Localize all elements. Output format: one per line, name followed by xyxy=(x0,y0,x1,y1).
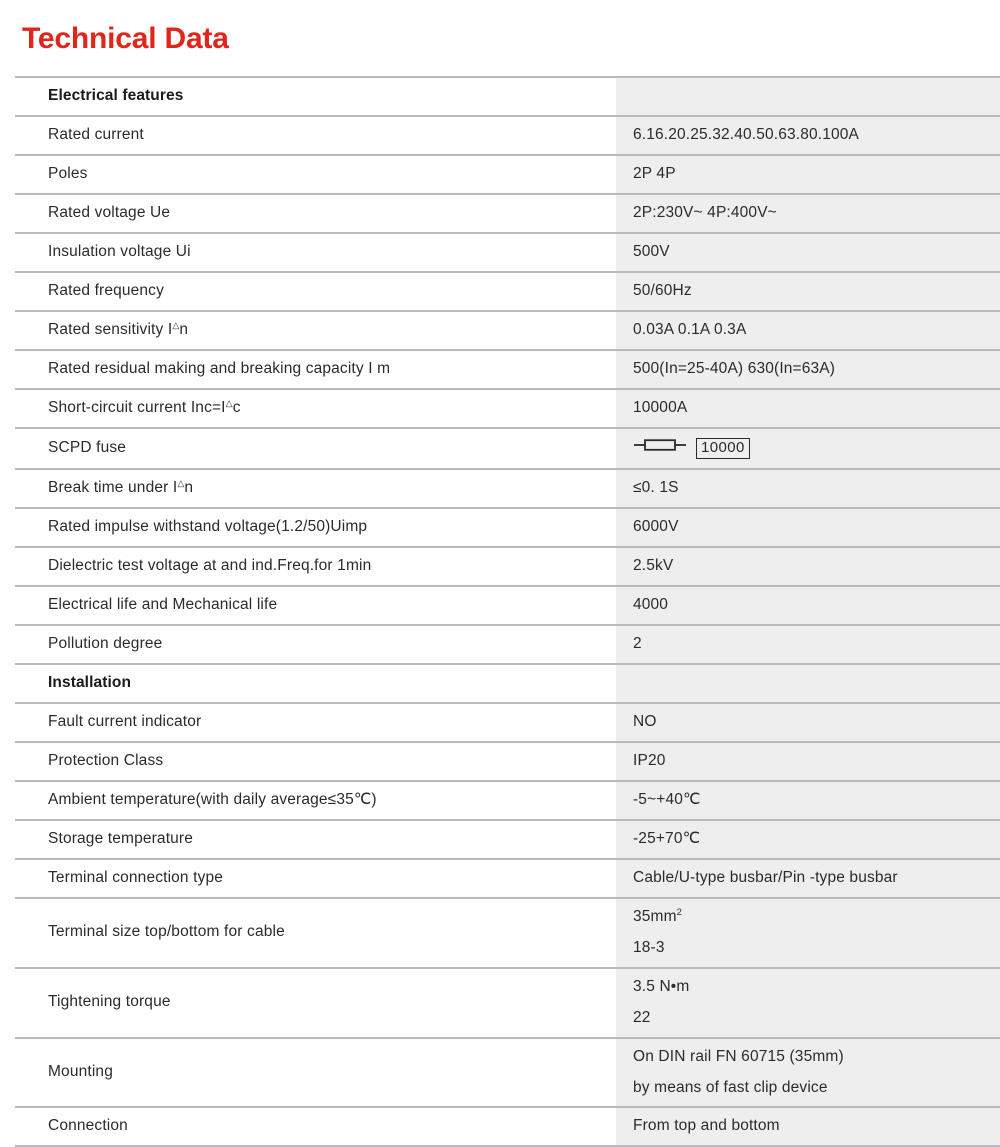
row-label: Pollution degree xyxy=(15,625,616,664)
row-label: Connection xyxy=(15,1107,616,1146)
row-label-suffix: n xyxy=(179,321,189,339)
table-row-terminal-size xyxy=(15,898,1000,968)
table-row-rated-voltage-ue xyxy=(15,194,1000,233)
row-value xyxy=(616,898,1000,968)
row-label-text: Short-circuit current Inc=I xyxy=(48,399,226,417)
row-value: 2 xyxy=(616,625,1000,664)
fuse-value-group xyxy=(633,437,750,460)
table-row-poles xyxy=(15,155,1000,194)
row-label: Tightening torque xyxy=(15,968,616,1038)
delta-symbol: △ xyxy=(177,477,185,488)
row-label: Electrical features xyxy=(15,77,616,116)
row-value xyxy=(616,428,1000,469)
row-value: Cable/U-type busbar/Pin -type busbar xyxy=(616,859,1000,898)
table-body xyxy=(15,77,1000,1146)
table-row-tightening-torque xyxy=(15,968,1000,1038)
row-value xyxy=(616,664,1000,703)
row-label: Poles xyxy=(15,155,616,194)
table-row-rated-sensitivity xyxy=(15,311,1000,350)
row-label: Insulation voltage Ui xyxy=(15,233,616,272)
row-value: 6.16.20.25.32.40.50.63.80.100A xyxy=(616,116,1000,155)
row-label-text: Rated sensitivity I xyxy=(48,321,173,339)
row-value: 500V xyxy=(616,233,1000,272)
row-label: Rated residual making and breaking capacity I m xyxy=(15,350,616,389)
table-row-rated-current xyxy=(15,116,1000,155)
row-value xyxy=(616,77,1000,116)
row-label xyxy=(15,389,616,428)
row-value: ≤0. 1S xyxy=(616,469,1000,508)
row-label: Fault current indicator xyxy=(15,703,616,742)
row-value: 4000 xyxy=(616,586,1000,625)
fuse-icon xyxy=(633,437,687,460)
table-row-break-time xyxy=(15,469,1000,508)
table-row-dielectric-test-voltage xyxy=(15,547,1000,586)
superscript-2: 2 xyxy=(676,906,683,918)
row-value xyxy=(616,1038,1000,1108)
row-value-line-1-text: 35mm xyxy=(633,907,677,925)
row-label: Rated impulse withstand voltage(1.2/50)Uimp xyxy=(15,508,616,547)
row-label: Protection Class xyxy=(15,742,616,781)
table-row-connection xyxy=(15,1107,1000,1146)
row-value-line-2: by means of fast clip device xyxy=(633,1078,828,1096)
table-row-insulation-voltage-ui xyxy=(15,233,1000,272)
table-row-ambient-temperature xyxy=(15,781,1000,820)
row-label: Rated voltage Ue xyxy=(15,194,616,233)
table-row-rated-impulse-withstand-voltage xyxy=(15,508,1000,547)
row-value: 6000V xyxy=(616,508,1000,547)
row-value: 500(In=25-40A) 630(In=63A) xyxy=(616,350,1000,389)
row-value: 0.03A 0.1A 0.3A xyxy=(616,311,1000,350)
table-row-mounting xyxy=(15,1038,1000,1108)
table-row-short-circuit-current xyxy=(15,389,1000,428)
table-row-terminal-connection-type xyxy=(15,859,1000,898)
row-label xyxy=(15,469,616,508)
delta-symbol: △ xyxy=(225,397,233,408)
row-label: Mounting xyxy=(15,1038,616,1108)
row-value: -5~+40℃ xyxy=(616,781,1000,820)
row-value: 10000A xyxy=(616,389,1000,428)
page-title: Technical Data xyxy=(22,22,229,55)
row-value: 2.5kV xyxy=(616,547,1000,586)
table-row-protection-class xyxy=(15,742,1000,781)
technical-data-table xyxy=(15,76,1000,1147)
row-value: 50/60Hz xyxy=(616,272,1000,311)
table-row-rated-residual-making-breaking-capacity xyxy=(15,350,1000,389)
table-row-electrical-mechanical-life xyxy=(15,586,1000,625)
row-value-line-1: On DIN rail FN 60715 (35mm) xyxy=(633,1047,844,1065)
row-value-line-2: 18-3 xyxy=(633,938,665,956)
row-label: Electrical life and Mechanical life xyxy=(15,586,616,625)
table-row-section-installation xyxy=(15,664,1000,703)
row-value: 2P:230V~ 4P:400V~ xyxy=(616,194,1000,233)
row-value: NO xyxy=(616,703,1000,742)
row-label: Ambient temperature(with daily average≤35℃) xyxy=(15,781,616,820)
row-value xyxy=(616,968,1000,1038)
row-value: IP20 xyxy=(616,742,1000,781)
table-row-storage-temperature xyxy=(15,820,1000,859)
row-label: Terminal connection type xyxy=(15,859,616,898)
table-row-section-electrical-features xyxy=(15,77,1000,116)
delta-symbol: △ xyxy=(172,319,180,330)
row-label-suffix: c xyxy=(232,399,241,417)
row-label: Terminal size top/bottom for cable xyxy=(15,898,616,968)
row-label-suffix: n xyxy=(184,478,194,496)
table-row-rated-frequency xyxy=(15,272,1000,311)
table-row-scpd-fuse xyxy=(15,428,1000,469)
row-label: Dielectric test voltage at and ind.Freq.for 1min xyxy=(15,547,616,586)
row-value: From top and bottom xyxy=(616,1107,1000,1146)
row-label: SCPD fuse xyxy=(15,428,616,469)
row-label: Rated current xyxy=(15,116,616,155)
row-value: 2P 4P xyxy=(616,155,1000,194)
row-value: -25+70℃ xyxy=(616,820,1000,859)
row-value-line-2: 22 xyxy=(633,1008,651,1026)
row-label: Storage temperature xyxy=(15,820,616,859)
row-value-line-1: 3.5 N•m xyxy=(633,977,690,995)
fuse-rating-box: 10000 xyxy=(696,438,750,459)
table-row-pollution-degree xyxy=(15,625,1000,664)
table-row-fault-current-indicator xyxy=(15,703,1000,742)
row-value-line-1 xyxy=(633,907,1000,928)
row-label: Rated frequency xyxy=(15,272,616,311)
row-label-text: Break time under I xyxy=(48,478,178,496)
row-label xyxy=(15,311,616,350)
row-label: Installation xyxy=(15,664,616,703)
